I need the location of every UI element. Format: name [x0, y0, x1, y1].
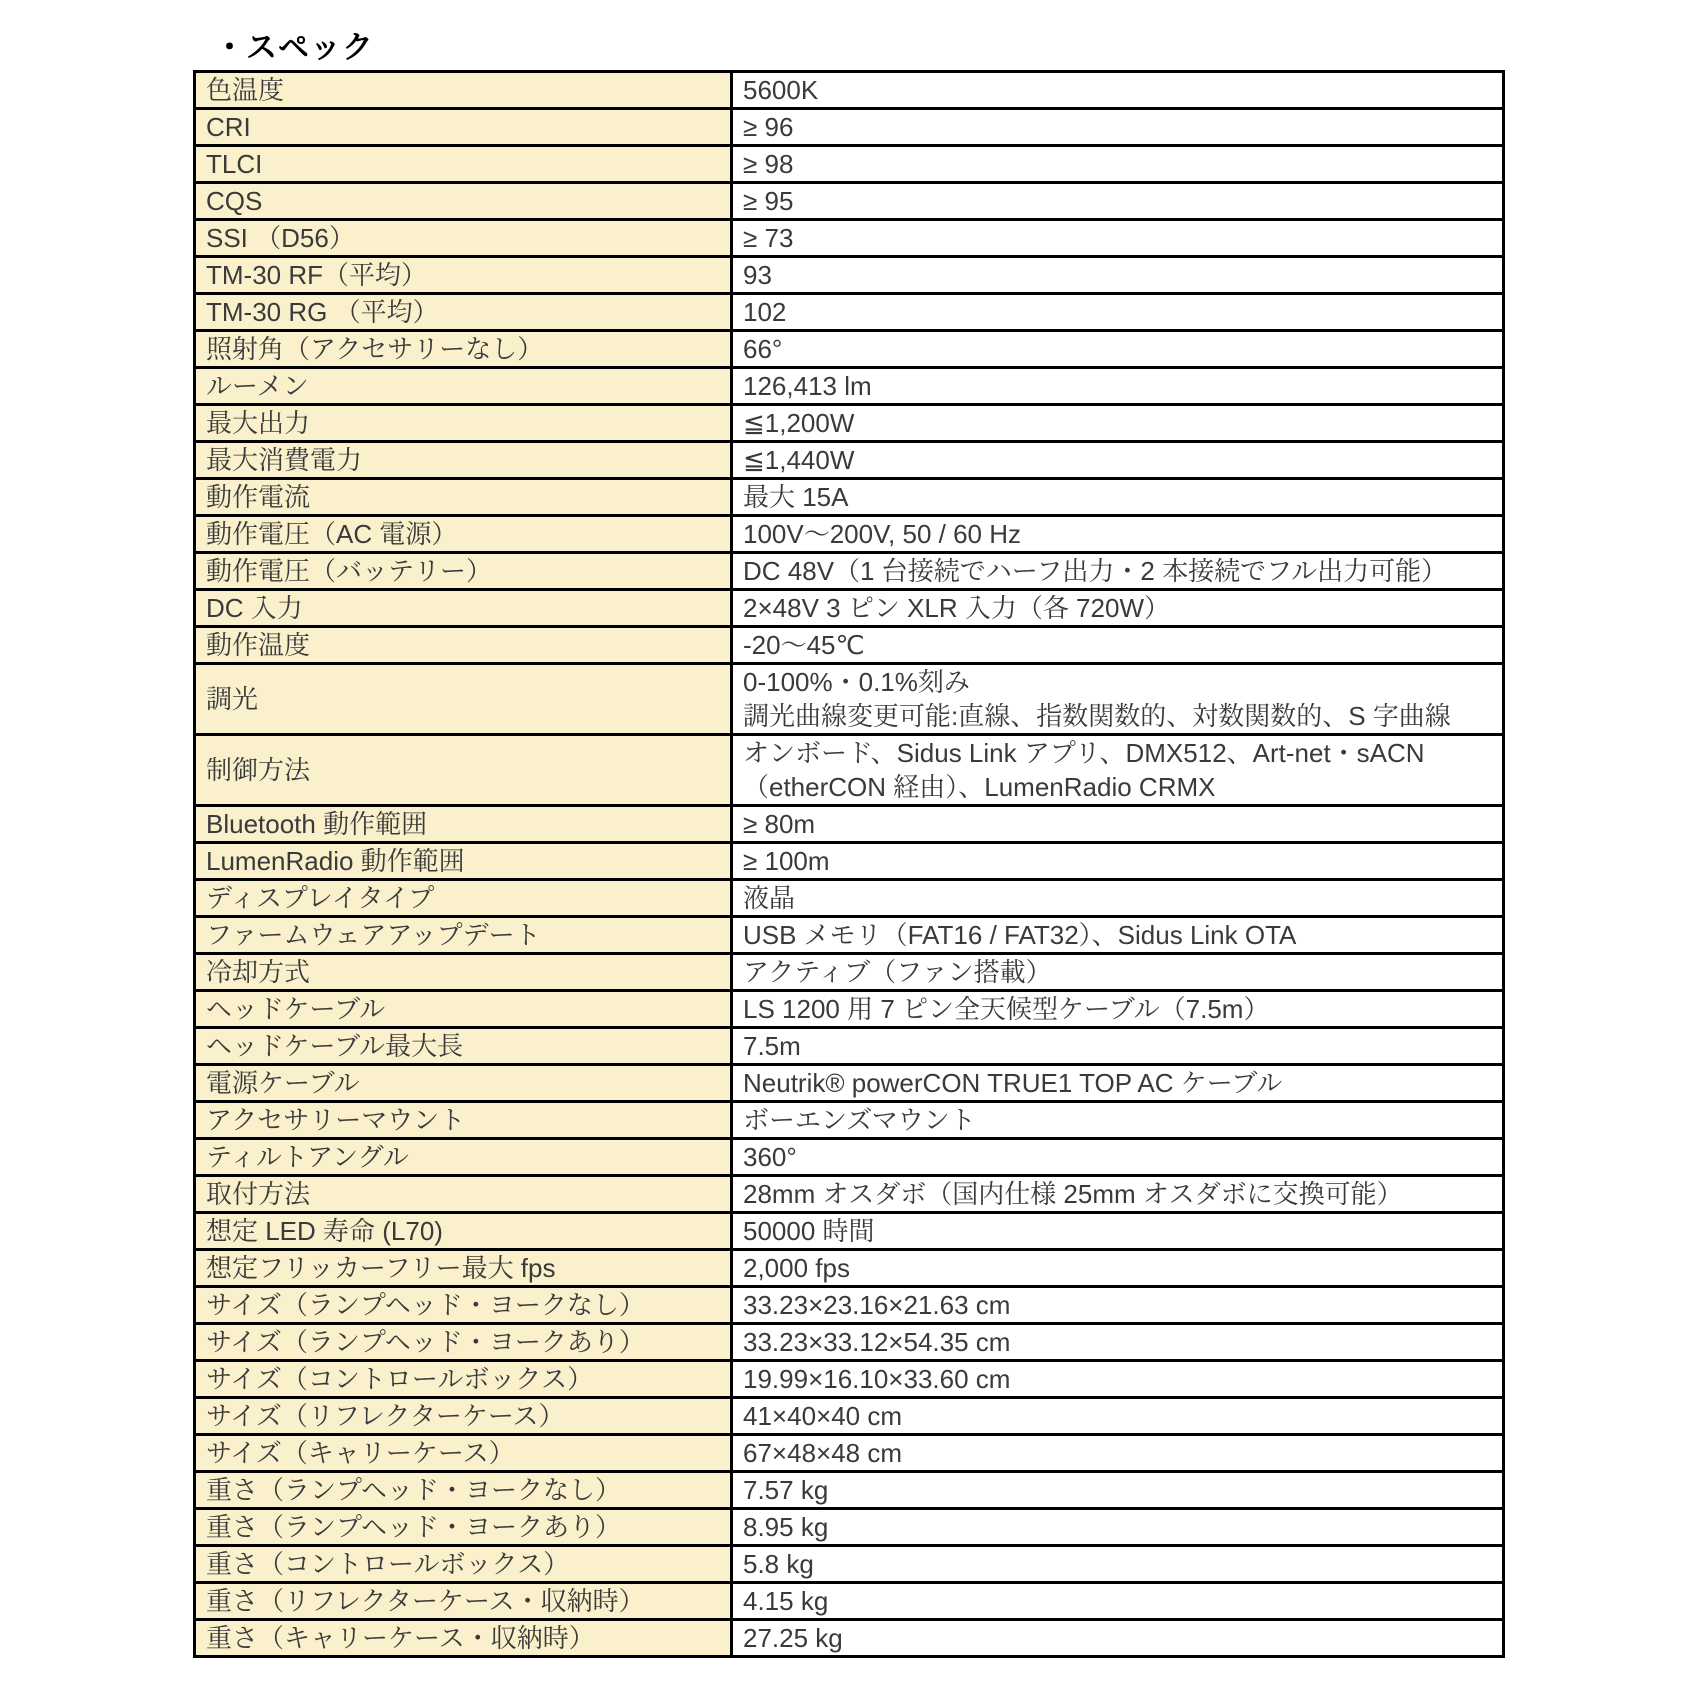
spec-label-cell: 動作電流 — [195, 479, 732, 516]
spec-value-line: 5.8 kg — [743, 1549, 814, 1579]
table-row — [195, 1361, 1504, 1398]
table-row — [195, 1472, 1504, 1509]
spec-value-line: 7.5m — [743, 1031, 801, 1061]
table-row — [195, 331, 1504, 368]
table-row — [195, 1213, 1504, 1250]
spec-value-cell — [732, 1065, 1504, 1102]
spec-value-cell — [732, 1213, 1504, 1250]
spec-label-cell: TM-30 RG （平均） — [195, 294, 732, 331]
spec-value-line: ≥ 80m — [743, 809, 816, 839]
spec-value-line: ≥ 95 — [743, 186, 794, 216]
spec-value-line: 8.95 kg — [743, 1512, 829, 1542]
table-row — [195, 405, 1504, 442]
spec-label-cell: 重さ（ランプヘッド・ヨークなし） — [195, 1472, 732, 1509]
spec-value-cell — [732, 294, 1504, 331]
spec-label-cell: 動作電圧（AC 電源） — [195, 516, 732, 553]
spec-value-cell — [732, 843, 1504, 880]
spec-value-cell — [732, 257, 1504, 294]
spec-table — [193, 70, 1505, 1658]
spec-value-cell — [732, 806, 1504, 843]
table-row — [195, 880, 1504, 917]
spec-label-cell: 電源ケーブル — [195, 1065, 732, 1102]
spec-value-cell — [732, 516, 1504, 553]
spec-value-line: 41×40×40 cm — [743, 1401, 903, 1431]
spec-label-cell: DC 入力 — [195, 590, 732, 627]
table-row — [195, 1509, 1504, 1546]
spec-value-line: 0-100%・0.1%刻み — [743, 667, 970, 697]
spec-table-body — [195, 72, 1504, 1657]
spec-value-line: ≥ 98 — [743, 149, 794, 179]
spec-label-cell: Bluetooth 動作範囲 — [195, 806, 732, 843]
table-row — [195, 146, 1504, 183]
table-row — [195, 735, 1504, 806]
table-row — [195, 1065, 1504, 1102]
spec-label-cell: ヘッドケーブル最大長 — [195, 1028, 732, 1065]
spec-label-cell: LumenRadio 動作範囲 — [195, 843, 732, 880]
spec-value-line: 5600K — [743, 75, 819, 105]
table-row — [195, 664, 1504, 735]
spec-value-cell — [732, 553, 1504, 590]
spec-value-cell — [732, 1583, 1504, 1620]
table-row — [195, 1435, 1504, 1472]
table-row — [195, 1546, 1504, 1583]
spec-label-cell: サイズ（コントロールボックス） — [195, 1361, 732, 1398]
spec-label-cell: 色温度 — [195, 72, 732, 109]
spec-label-cell: CQS — [195, 183, 732, 220]
spec-value-cell — [732, 405, 1504, 442]
spec-value-line: 4.15 kg — [743, 1586, 829, 1616]
spec-label-cell: 想定フリッカーフリー最大 fps — [195, 1250, 732, 1287]
page-title: ・スペック — [214, 30, 374, 65]
spec-value-line: ≥ 73 — [743, 223, 794, 253]
spec-value-line: ≦1,440W — [743, 445, 855, 475]
table-row — [195, 479, 1504, 516]
table-row — [195, 991, 1504, 1028]
table-row — [195, 1620, 1504, 1657]
spec-value-line: 93 — [743, 260, 772, 290]
spec-label-cell: ティルトアングル — [195, 1139, 732, 1176]
spec-label-cell: 取付方法 — [195, 1176, 732, 1213]
spec-value-line: 126,413 lm — [743, 371, 872, 401]
spec-label-cell: サイズ（ランプヘッド・ヨークなし） — [195, 1287, 732, 1324]
spec-label-cell: TM-30 RF（平均） — [195, 257, 732, 294]
spec-value-cell — [732, 1028, 1504, 1065]
table-row — [195, 917, 1504, 954]
spec-value-line: ボーエンズマウント — [743, 1105, 976, 1135]
spec-value-cell — [732, 1398, 1504, 1435]
spec-value-cell — [732, 954, 1504, 991]
table-row — [195, 183, 1504, 220]
spec-label-cell: 重さ（リフレクターケース・収納時） — [195, 1583, 732, 1620]
spec-value-cell — [732, 1324, 1504, 1361]
spec-label-cell: 調光 — [195, 664, 732, 735]
spec-value-cell — [732, 1472, 1504, 1509]
spec-value-line: LS 1200 用 7 ピン全天候型ケーブル（7.5m） — [743, 994, 1270, 1024]
table-row — [195, 294, 1504, 331]
spec-value-line: ≥ 96 — [743, 112, 794, 142]
spec-label-cell: 照射角（アクセサリーなし） — [195, 331, 732, 368]
spec-value-line: 27.25 kg — [743, 1623, 843, 1653]
spec-value-line: 28mm オスダボ（国内仕様 25mm オスダボに交換可能） — [743, 1179, 1403, 1209]
table-row — [195, 627, 1504, 664]
spec-value-line: DC 48V（1 台接続でハーフ出力・2 本接続でフル出力可能） — [743, 556, 1448, 586]
spec-value-cell — [732, 1176, 1504, 1213]
table-row — [195, 220, 1504, 257]
spec-value-cell — [732, 1546, 1504, 1583]
spec-value-line: 50000 時間 — [743, 1216, 875, 1246]
spec-value-cell — [732, 991, 1504, 1028]
table-row — [195, 1287, 1504, 1324]
spec-label-cell: SSI （D56） — [195, 220, 732, 257]
spec-value-line: 19.99×16.10×33.60 cm — [743, 1364, 1011, 1394]
table-row — [195, 368, 1504, 405]
spec-value-line: 7.57 kg — [743, 1475, 829, 1505]
spec-value-cell — [732, 1361, 1504, 1398]
spec-value-cell — [732, 590, 1504, 627]
spec-label-cell: 動作温度 — [195, 627, 732, 664]
spec-label-cell: 最大出力 — [195, 405, 732, 442]
spec-value-cell — [732, 72, 1504, 109]
spec-value-cell — [732, 880, 1504, 917]
spec-label-cell: サイズ（キャリーケース） — [195, 1435, 732, 1472]
spec-label-cell: 最大消費電力 — [195, 442, 732, 479]
spec-label-cell: 重さ（キャリーケース・収納時） — [195, 1620, 732, 1657]
spec-value-line: 最大 15A — [743, 482, 849, 512]
spec-label-cell: 動作電圧（バッテリー） — [195, 553, 732, 590]
spec-value-cell — [732, 220, 1504, 257]
table-row — [195, 442, 1504, 479]
table-row — [195, 516, 1504, 553]
table-row — [195, 806, 1504, 843]
table-row — [195, 1583, 1504, 1620]
table-row — [195, 1324, 1504, 1361]
spec-value-cell — [732, 1250, 1504, 1287]
spec-value-line: 33.23×23.16×21.63 cm — [743, 1290, 1011, 1320]
table-row — [195, 1176, 1504, 1213]
spec-value-cell — [732, 1620, 1504, 1657]
spec-value-cell — [732, 183, 1504, 220]
spec-value-cell — [732, 735, 1504, 806]
spec-value-cell — [732, 1287, 1504, 1324]
table-row — [195, 257, 1504, 294]
table-row — [195, 553, 1504, 590]
spec-value-cell — [732, 1509, 1504, 1546]
spec-value-cell — [732, 109, 1504, 146]
spec-label-cell: ルーメン — [195, 368, 732, 405]
spec-label-cell: サイズ（ランプヘッド・ヨークあり） — [195, 1324, 732, 1361]
spec-value-cell — [732, 331, 1504, 368]
spec-value-line: アクティブ（ファン搭載） — [743, 957, 1052, 987]
spec-value-cell — [732, 442, 1504, 479]
spec-value-cell — [732, 917, 1504, 954]
spec-label-cell: 重さ（ランプヘッド・ヨークあり） — [195, 1509, 732, 1546]
spec-value-line: 33.23×33.12×54.35 cm — [743, 1327, 1011, 1357]
spec-label-cell: TLCI — [195, 146, 732, 183]
table-row — [195, 109, 1504, 146]
spec-value-cell — [732, 664, 1504, 735]
spec-value-line: 2×48V 3 ピン XLR 入力（各 720W） — [743, 593, 1170, 623]
spec-value-line: 102 — [743, 297, 787, 327]
spec-value-cell — [732, 368, 1504, 405]
spec-value-line: -20～45℃ — [743, 630, 865, 660]
spec-value-line: ≥ 100m — [743, 846, 830, 876]
spec-label-cell: アクセサリーマウント — [195, 1102, 732, 1139]
spec-value-line: 66° — [743, 334, 783, 364]
table-row — [195, 1139, 1504, 1176]
table-row — [195, 1028, 1504, 1065]
table-row — [195, 1102, 1504, 1139]
table-row — [195, 72, 1504, 109]
table-row — [195, 843, 1504, 880]
table-row — [195, 1250, 1504, 1287]
spec-value-cell — [732, 1435, 1504, 1472]
spec-value-line: オンボード、Sidus Link アプリ、DMX512、Art-net・sACN — [743, 738, 1425, 768]
spec-value-cell — [732, 479, 1504, 516]
spec-value-cell — [732, 146, 1504, 183]
spec-value-line: 液晶 — [743, 883, 796, 913]
table-row — [195, 954, 1504, 991]
spec-label-cell: 想定 LED 寿命 (L70) — [195, 1213, 732, 1250]
spec-value-line: 100V～200V, 50 / 60 Hz — [743, 519, 1022, 549]
spec-value-line: （etherCON 経由）、LumenRadio CRMX — [743, 772, 1216, 802]
spec-value-line: Neutrik® powerCON TRUE1 TOP AC ケーブル — [743, 1068, 1283, 1098]
spec-label-cell: ヘッドケーブル — [195, 991, 732, 1028]
spec-label-cell: 冷却方式 — [195, 954, 732, 991]
spec-value-line: 調光曲線変更可能:直線、指数関数的、対数関数的、S 字曲線 — [743, 701, 1451, 731]
spec-label-cell: 制御方法 — [195, 735, 732, 806]
spec-value-line: 2,000 fps — [743, 1253, 850, 1283]
spec-label-cell: 重さ（コントロールボックス） — [195, 1546, 732, 1583]
spec-label-cell: ディスプレイタイプ — [195, 880, 732, 917]
spec-value-line: ≦1,200W — [743, 408, 855, 438]
spec-label-cell: サイズ（リフレクターケース） — [195, 1398, 732, 1435]
spec-label-cell: ファームウェアアップデート — [195, 917, 732, 954]
spec-label-cell: CRI — [195, 109, 732, 146]
spec-value-line: USB メモリ（FAT16 / FAT32）、Sidus Link OTA — [743, 920, 1297, 950]
spec-value-cell — [732, 1102, 1504, 1139]
spec-value-cell — [732, 627, 1504, 664]
spec-value-cell — [732, 1139, 1504, 1176]
spec-value-line: 360° — [743, 1142, 797, 1172]
table-row — [195, 1398, 1504, 1435]
spec-value-line: 67×48×48 cm — [743, 1438, 903, 1468]
table-row — [195, 590, 1504, 627]
